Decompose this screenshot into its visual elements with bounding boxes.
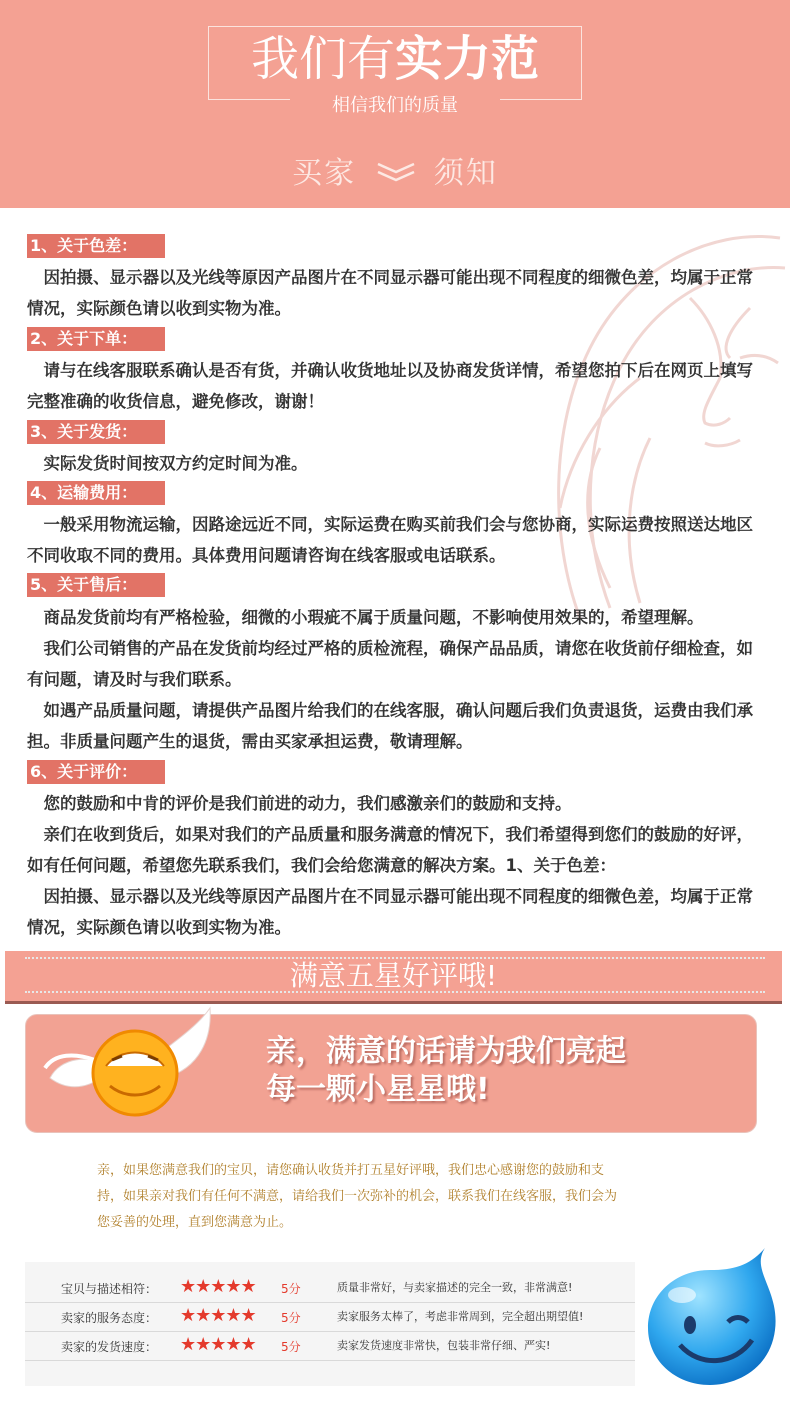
section-title-review: 6、关于评价：	[27, 760, 165, 784]
five-star-band-text: 满意五星好评哦!	[289, 959, 498, 992]
header-banner	[0, 0, 790, 208]
section-text-aftersale-2: 我们公司销售的产品在发货前均经过严格的质检流程，确保产品品质，请您在收货前仔细检查，如有问题，请及时与我们联系。	[27, 639, 753, 689]
section-title-aftersale: 5、关于售后：	[27, 573, 165, 597]
ratings-table	[25, 1262, 635, 1386]
buyer-notice-heading	[0, 148, 790, 192]
banner-title	[208, 28, 582, 90]
section-text-color: 因拍摄、显示器以及光线等原因产品图片在不同显示器可能出现不同程度的细微色差，均属于正常情况，实际颜色请以收到实物为准。	[27, 268, 753, 318]
banner-title-thin: 我们有	[250, 31, 395, 87]
section-title-shipping: 3、关于发货：	[27, 420, 165, 444]
rating-label: 卖家的发货速度：	[61, 1340, 158, 1354]
section-text-review-3: 因拍摄、显示器以及光线等原因产品图片在不同显示器可能出现不同程度的细微色差，均属于正常情况，实际颜色请以收到实物为准。	[27, 887, 753, 937]
section-title-color: 1、关于色差：	[27, 234, 165, 258]
notice-left: 买家	[292, 156, 357, 191]
section-text-freight: 一般采用物流运输，因路途远近不同，实际运费在购买前我们会与您协商，实际运费按照送达地区不同收取不同的费用。具体费用问题请咨询在线客服或电话联系。	[27, 515, 753, 565]
rating-desc: 质量非常好，与卖家描述的完全一致，非常满意!	[337, 1281, 573, 1294]
star-rating-icon: ★★★★★	[180, 1305, 256, 1326]
rating-score: 5分	[281, 1311, 301, 1325]
rating-label: 宝贝与描述相符：	[61, 1282, 158, 1296]
rating-row	[25, 1274, 635, 1303]
rating-desc: 卖家服务太棒了，考虑非常周到，完全超出期望值!	[337, 1310, 584, 1323]
banner-subtitle: 相信我们的质量	[290, 92, 500, 120]
section-text-review-2: 亲们在收到货后，如果对我们的产品质量和服务满意的情况下，我们希望得到您们的鼓励的好评，如有任何问题，希望您先联系我们，我们会给您满意的解决方案。1、关于色差：	[27, 825, 753, 875]
star-rating-icon: ★★★★★	[180, 1276, 256, 1297]
rating-score: 5分	[281, 1282, 301, 1296]
star-request-line1: 亲，满意的话请为我们亮起	[266, 1034, 626, 1069]
rating-row	[25, 1332, 635, 1361]
section-title-freight: 4、运输费用：	[27, 481, 165, 505]
star-request-text	[266, 1033, 736, 1109]
winking-drop-icon	[640, 1240, 785, 1390]
star-request-line2: 每一颗小星星哦!	[266, 1072, 490, 1107]
notice-right: 须知	[433, 156, 498, 191]
thank-you-message: 亲，如果您满意我们的宝贝，请您确认收货并打五星好评哦，我们忠心感谢您的鼓励和支持，如果亲对我们有任何不满意，请给我们一次弥补的机会，联系我们在线客服，我们会为您妥善的处理，直到您满意为止。	[97, 1163, 618, 1230]
double-chevron-down-icon	[374, 160, 428, 190]
section-title-order: 2、关于下单：	[27, 327, 165, 351]
rating-label: 卖家的服务态度：	[61, 1311, 158, 1325]
section-text-review-1: 您的鼓励和中肯的评价是我们前进的动力，我们感激亲们的鼓励和支持。	[27, 794, 572, 813]
section-text-aftersale-3: 如遇产品质量问题，请提供产品图片给我们的在线客服，确认问题后我们负责退货，运费由我们承担。非质量问题产生的退货，需由买家承担运费，敬请理解。	[27, 701, 753, 751]
star-rating-icon: ★★★★★	[180, 1334, 256, 1355]
rating-desc: 卖家发货速度非常快，包装非常仔细、严实!	[337, 1339, 551, 1352]
five-star-band	[5, 951, 782, 1004]
rating-score: 5分	[281, 1340, 301, 1354]
winged-smiley-icon	[40, 998, 220, 1118]
section-text-shipping: 实际发货时间按双方约定时间为准。	[27, 454, 308, 473]
banner-title-bold: 实力范	[395, 31, 540, 87]
section-text-aftersale-1: 商品发货前均有严格检验，细微的小瑕疵不属于质量问题，不影响使用效果的，希望理解。	[27, 608, 704, 627]
section-text-order: 请与在线客服联系确认是否有货，并确认收货地址以及协商发货详情，希望您拍下后在网页上填写完整准确的收货信息，避免修改，谢谢！	[27, 361, 753, 411]
rating-row	[25, 1303, 635, 1332]
